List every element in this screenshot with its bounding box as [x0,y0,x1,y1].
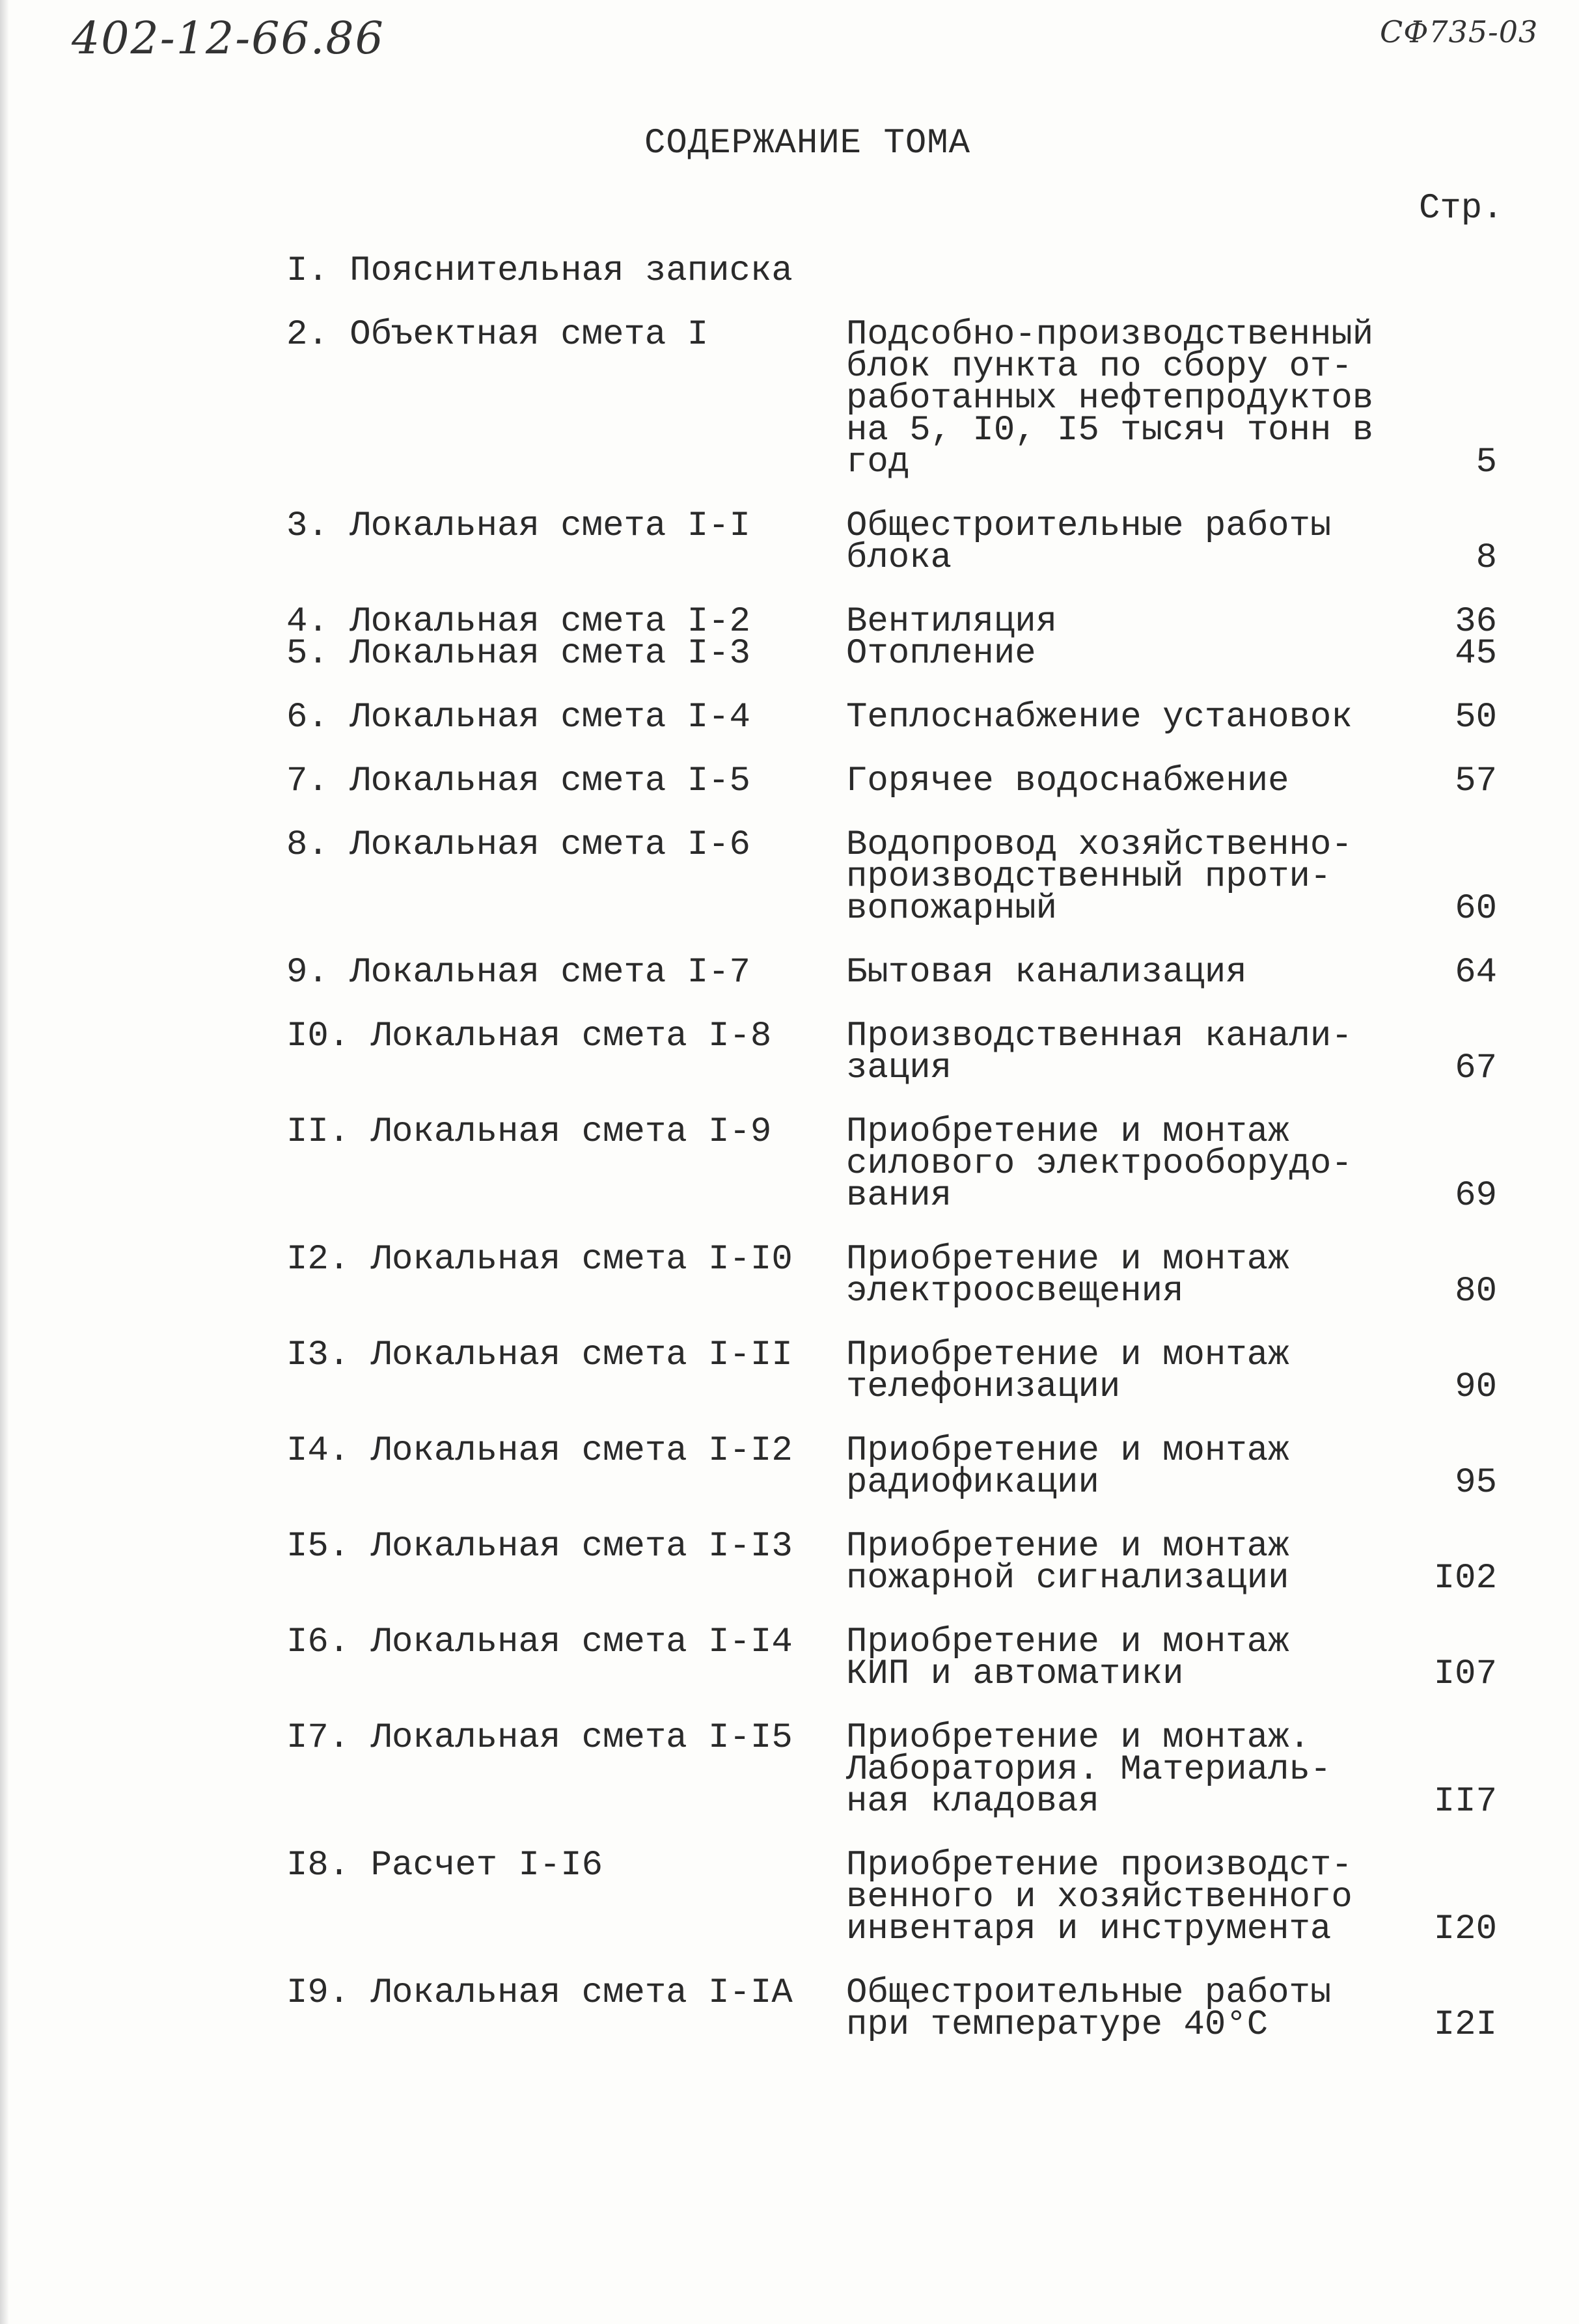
toc-entry-description: Приобретение и монтаж. Лаборатория. Материаль- ная кладовая [846,1718,1332,1822]
handwritten-code: СФ735-03 [1380,14,1539,49]
toc-entry-title: 3. Локальная смета I-I [286,506,750,546]
toc-entry-page: I2I [1433,2005,1497,2045]
toc-entry-title: I2. Локальная смета I-I0 [286,1240,793,1279]
toc-entry-page: 95 [1455,1463,1497,1503]
handwritten-doc-number: 402-12-66.86 [72,13,385,64]
toc-entry-page: 36 [1455,602,1497,642]
toc-entry-description: Приобретение и монтаж КИП и автоматики [846,1622,1289,1694]
toc-entry-page: 64 [1455,953,1497,992]
toc-entry-description: Приобретение и монтаж пожарной сигнализации [846,1527,1289,1598]
toc-entry-description: Приобретение и монтаж силового электрооборудо- вания [846,1112,1352,1216]
toc-entry-description: Общестроительные работы при температуре 40°С [846,1973,1332,2045]
toc-entry-title: II. Локальная смета I-9 [286,1112,772,1152]
toc-entry-page: 60 [1455,889,1497,929]
toc-entry-title: I6. Локальная смета I-I4 [286,1622,793,1662]
toc-entry-page: I20 [1433,1909,1497,1949]
toc-entry-description: Бытовая канализация [846,953,1247,992]
toc-entry-title: I8. Расчет I-I6 [286,1846,603,1885]
toc-entry-title: 2. Объектная смета I [286,315,709,355]
toc-entry-description: Приобретение и монтаж телефонизации [846,1335,1289,1407]
toc-entry-page: I07 [1433,1654,1497,1694]
toc-entry-title: I7. Локальная смета I-I5 [286,1718,793,1758]
toc-entry-title: I9. Локальная смета I-IA [286,1973,793,2013]
toc-entry-title: 6. Локальная смета I-4 [286,698,750,737]
toc-entry-title: I5. Локальная смета I-I3 [286,1527,793,1566]
toc-entry-title: I3. Локальная смета I-II [286,1335,793,1375]
toc-entry-title: 4. Локальная смета I-2 [286,602,750,642]
toc-entry-page: I02 [1433,1559,1497,1598]
toc-entry-title: 8. Локальная смета I-6 [286,825,750,865]
toc-entry-description: Отопление [846,634,1036,674]
toc-entry-page: 69 [1455,1176,1497,1216]
toc-entry-title: I. Пояснительная записка [286,251,793,291]
toc-entry-title: I4. Локальная смета I-I2 [286,1431,793,1471]
toc-entry-description: Водопровод хозяйственно- производственный проти- вопожарный [846,825,1352,929]
toc-entry-description: Вентиляция [846,602,1058,642]
toc-entry-page: 57 [1455,761,1497,801]
toc-entry-description: Производственная канали- зация [846,1017,1352,1088]
toc-entry-page: 80 [1455,1272,1497,1311]
page-column-label: Стр. [1419,189,1503,228]
toc-entry-page: 5 [1476,443,1497,482]
toc-entry-description: Общестроительные работы блока [846,506,1332,578]
toc-entry-page: 8 [1476,538,1497,578]
toc-entry-description: Приобретение и монтаж радиофикации [846,1431,1289,1503]
toc-entry-description: Теплоснабжение установок [846,698,1352,737]
toc-entry-page: 90 [1455,1367,1497,1407]
toc-entry-title: 5. Локальная смета I-3 [286,634,750,674]
toc-entry-page: 67 [1455,1048,1497,1088]
toc-entry-page: 45 [1455,634,1497,674]
toc-entry-description: Подсобно-производственный блок пункта по сбору от- работанных нефтепродуктов на 5, I0, I5 тысяч тонн в год [846,315,1374,482]
toc-entry-title: I0. Локальная смета I-8 [286,1017,772,1056]
toc-entry-page: 50 [1455,698,1497,737]
toc-entry-title: 9. Локальная смета I-7 [286,953,750,992]
page-title: СОДЕРЖАНИЕ ТОМА [644,124,971,163]
toc-entry-page: II7 [1433,1782,1497,1822]
toc-entry-title: 7. Локальная смета I-5 [286,761,750,801]
toc-entry-description: Горячее водоснабжение [846,761,1289,801]
toc-entry-description: Приобретение производст- венного и хозяйственного инвентаря и инструмента [846,1846,1352,1949]
toc-entry-description: Приобретение и монтаж электроосвещения [846,1240,1289,1311]
